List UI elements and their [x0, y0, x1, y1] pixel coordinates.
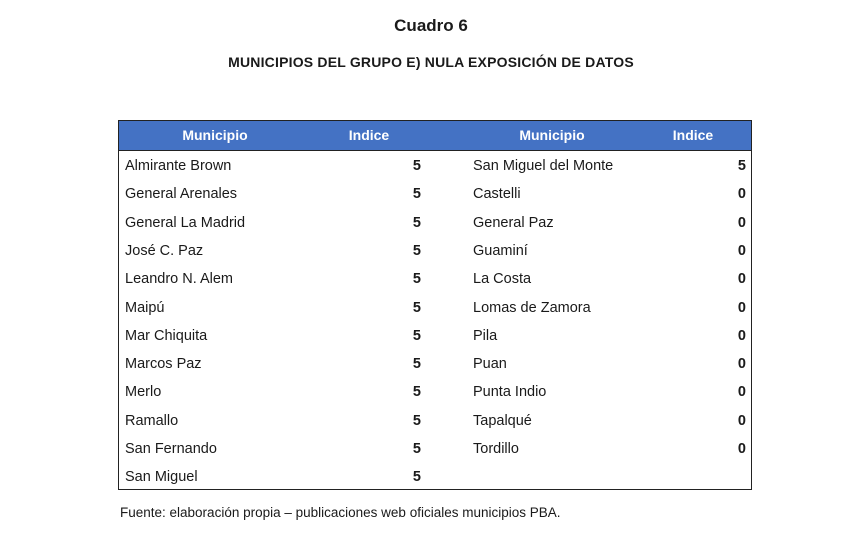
- indice-value: 5: [412, 356, 421, 373]
- indice-value: 5: [412, 384, 421, 401]
- municipio-name: Merlo: [125, 384, 162, 401]
- indice-value: 5: [412, 158, 421, 174]
- indice-value: 0: [737, 299, 746, 316]
- indice-value: 5: [412, 469, 421, 486]
- header-indice-left: Indice: [348, 127, 390, 143]
- municipio-name: San Fernando: [125, 441, 217, 457]
- indice-value: 0: [737, 214, 746, 231]
- municipio-name: General Arenales: [125, 186, 238, 203]
- source-note: Fuente: elaboración propia – publicaciones web oficiales municipios PBA.: [120, 505, 561, 520]
- indice-value: 0: [737, 384, 746, 401]
- municipios-table: [118, 120, 752, 490]
- municipio-name: La Costa: [473, 271, 532, 288]
- municipio-name: Mar Chiquita: [125, 327, 208, 344]
- municipio-name: General Paz: [473, 214, 554, 231]
- municipio-name: Ramallo: [125, 412, 179, 429]
- municipio-name: Pila: [473, 327, 498, 344]
- municipio-name: Leandro N. Alem: [125, 271, 234, 288]
- municipio-name: Almirante Brown: [125, 158, 232, 174]
- indice-value: 5: [412, 214, 421, 231]
- indice-value: 0: [737, 327, 746, 344]
- indice-value: 0: [737, 441, 746, 457]
- municipio-name: Marcos Paz: [125, 356, 202, 373]
- header-municipio-right: Municipio: [519, 127, 585, 143]
- indice-value: 0: [737, 271, 746, 288]
- indice-value: 5: [412, 412, 421, 429]
- header-indice-right: Indice: [672, 127, 714, 143]
- municipio-name: Maipú: [125, 299, 165, 316]
- indice-value: 5: [412, 327, 421, 344]
- indice-value: 5: [412, 441, 421, 457]
- table-subtitle: MUNICIPIOS DEL GRUPO E) NULA EXPOSICIÓN DE DATOS: [228, 54, 634, 70]
- municipio-name: San Miguel del Monte: [473, 158, 614, 174]
- table-header: [119, 121, 751, 151]
- indice-value: 0: [737, 186, 746, 203]
- municipio-name: José C. Paz: [125, 242, 204, 259]
- municipio-name: Tordillo: [473, 441, 519, 457]
- indice-value: 5: [412, 186, 421, 203]
- municipio-name: Lomas de Zamora: [473, 299, 591, 316]
- indice-value: 5: [737, 158, 746, 174]
- municipio-name: Tapalqué: [473, 412, 532, 429]
- municipio-name: Castelli: [473, 186, 521, 203]
- municipio-name: Guaminí: [473, 242, 528, 259]
- indice-value: 0: [737, 242, 746, 259]
- table-title: Cuadro 6: [394, 16, 468, 35]
- indice-value: 5: [412, 242, 421, 259]
- municipio-name: Punta Indio: [473, 384, 547, 401]
- municipio-name: San Miguel: [125, 469, 198, 486]
- indice-value: 5: [412, 299, 421, 316]
- indice-value: 5: [412, 271, 421, 288]
- header-municipio-left: Municipio: [182, 127, 248, 143]
- municipio-name: Puan: [473, 356, 507, 373]
- indice-value: 0: [737, 412, 746, 429]
- indice-value: 0: [737, 356, 746, 373]
- municipio-name: General La Madrid: [125, 214, 246, 231]
